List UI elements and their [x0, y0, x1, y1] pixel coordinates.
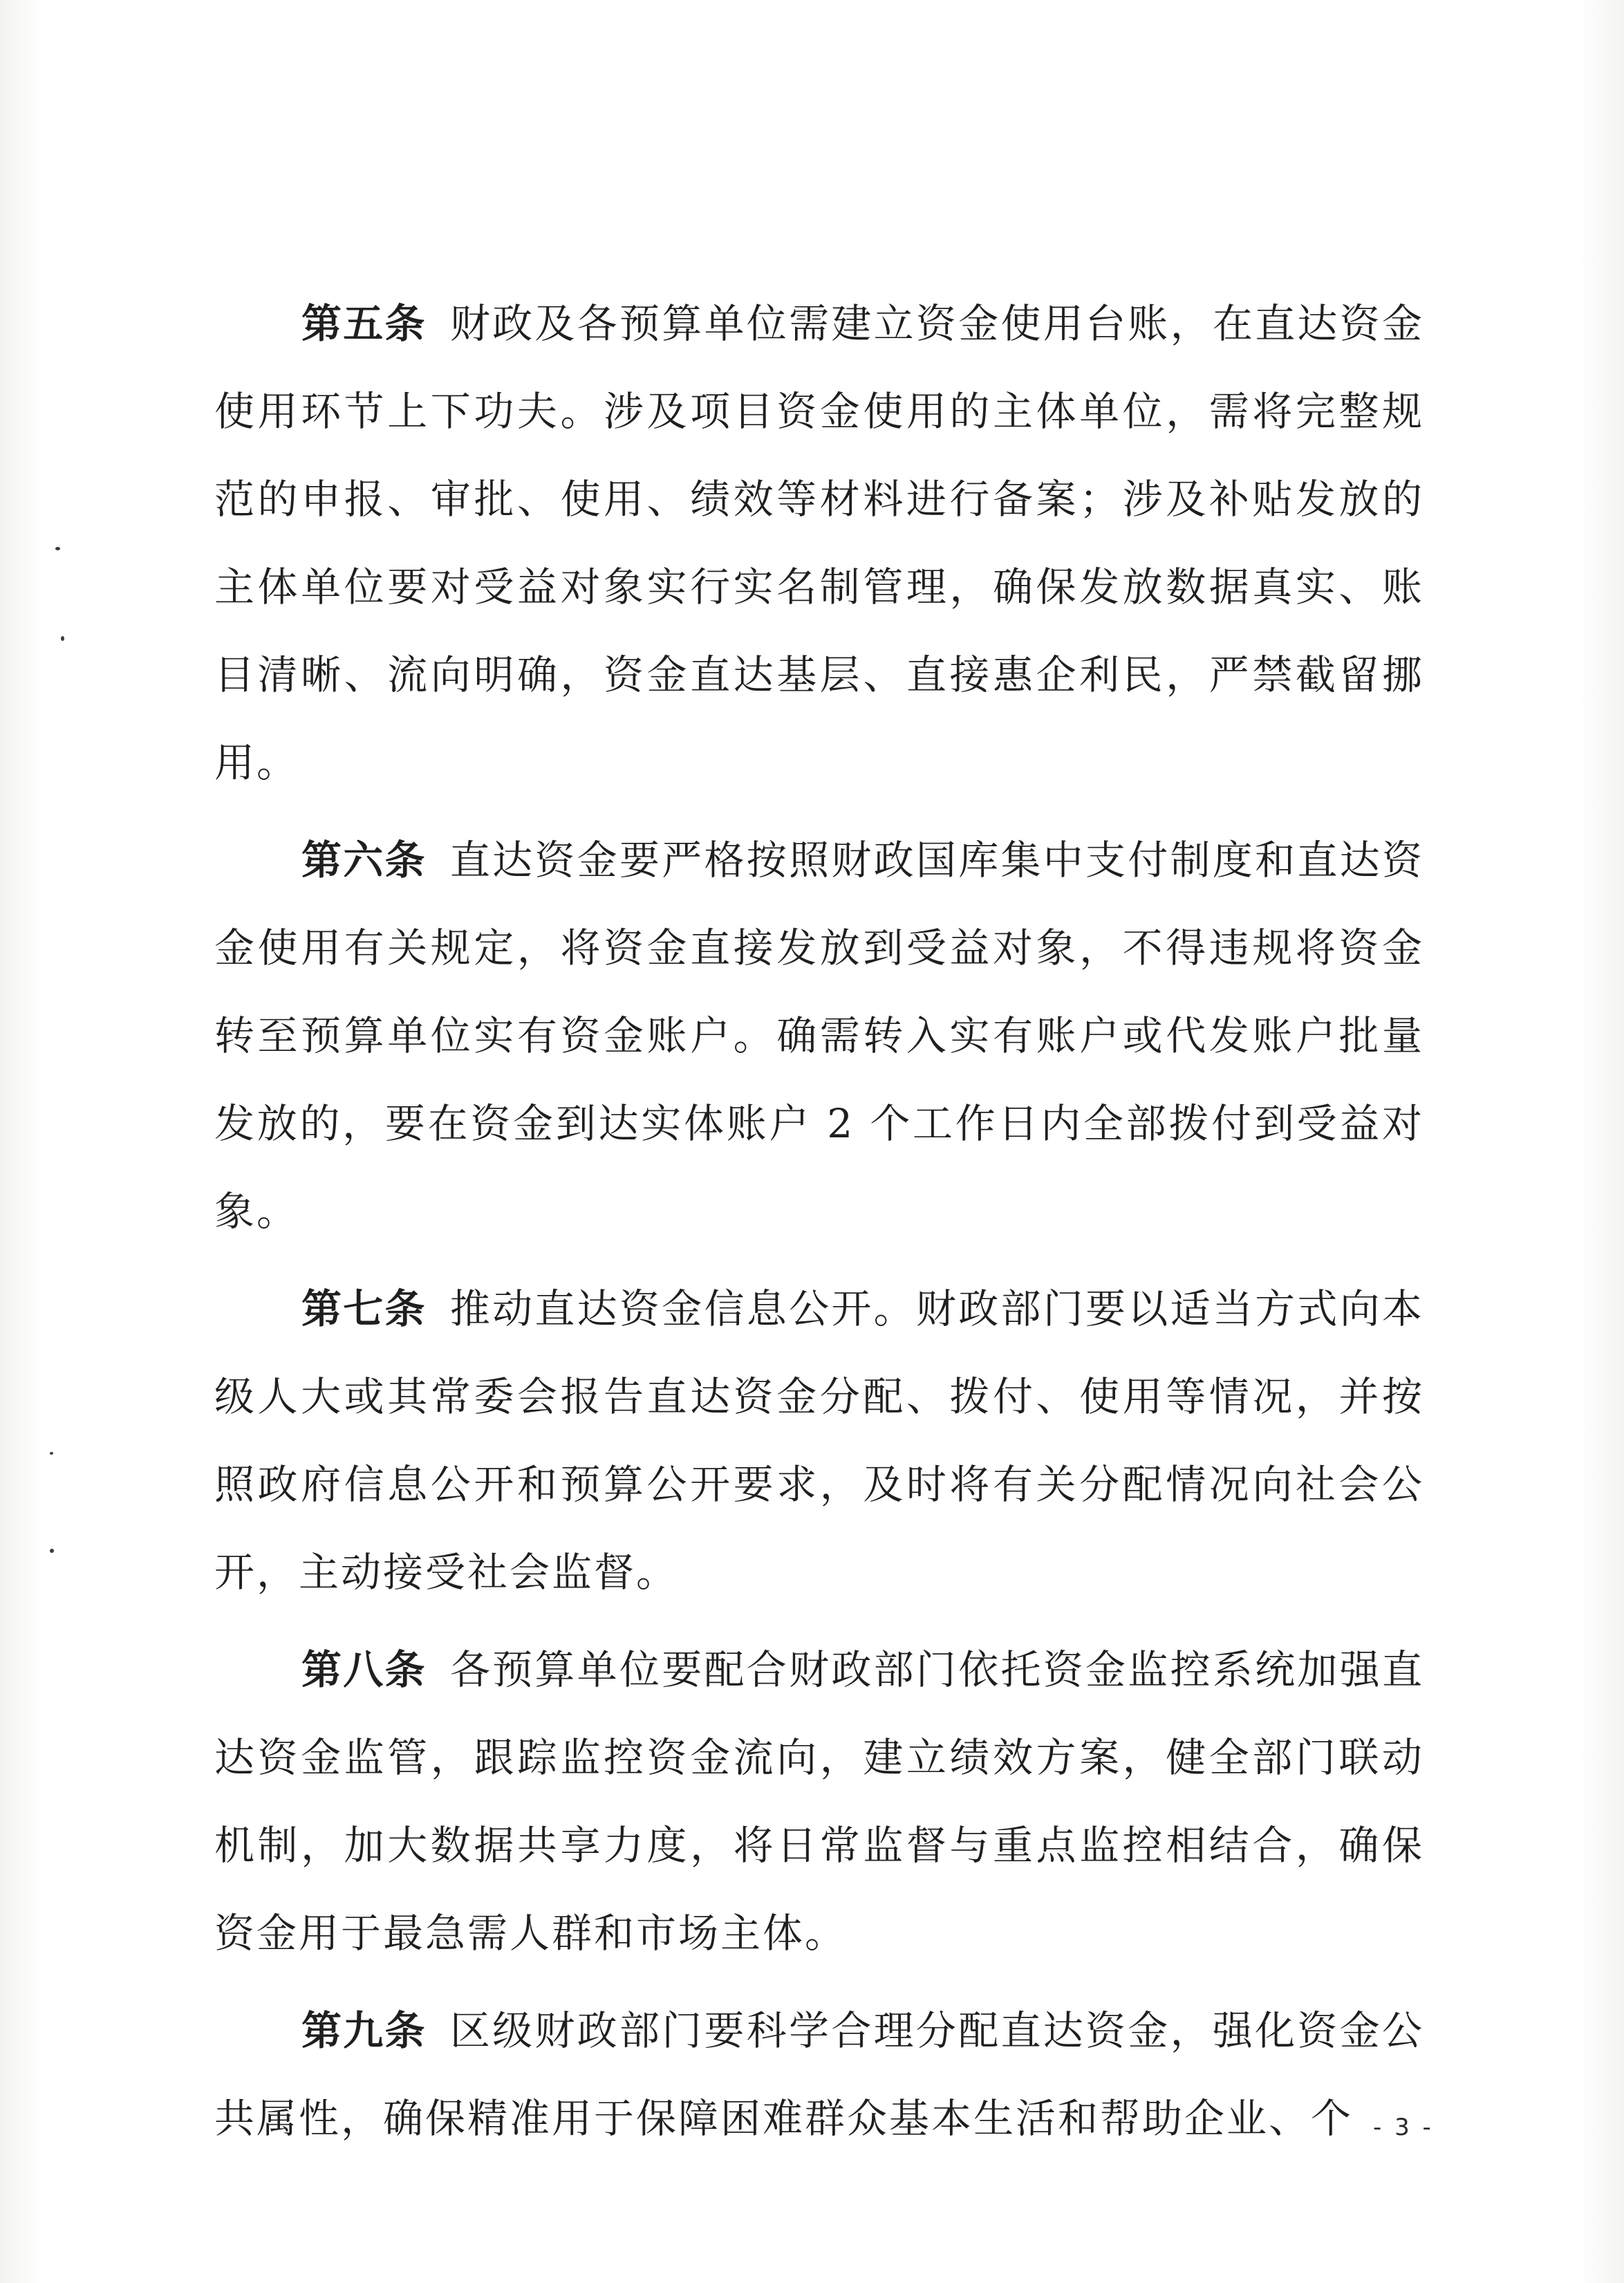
- article-text: 财政及各预算单位需建立资金使用台账，在直达资金使用环节上下功夫。涉及项目资金使用的主体单位，需将完整规范的申报、审批、使用、绩效等材料进行备案；涉及补贴发放的主体单位要对受益对象实行实名制管理，确保发放数据真实、账目清晰、流向明确，资金直达基层、直接惠企利民，严禁截留挪用。: [214, 300, 1424, 786]
- article-label: 第五条: [301, 300, 427, 347]
- article-5: [214, 280, 1424, 807]
- article-text: 区级财政部门要科学合理分配直达资金，强化资金公共属性，确保精准用于保障困难群众基本生活和帮助企业、个: [214, 2007, 1424, 2142]
- scan-speck: [50, 1549, 54, 1553]
- article-6: [214, 817, 1424, 1256]
- scan-speck: [50, 1452, 53, 1455]
- article-7: [214, 1265, 1424, 1616]
- article-label: 第八条: [301, 1646, 427, 1693]
- article-label: 第九条: [301, 2007, 427, 2054]
- document-body: [214, 280, 1424, 2172]
- article-text: 直达资金要严格按照财政国库集中支付制度和直达资金使用有关规定，将资金直接发放到受益对象，不得违规将资金转至预算单位实有资金账户。确需转入实有账户或代发账户批量发放的，要在资金到达实体账户 2 个工作日内全部拨付到受益对象。: [214, 837, 1424, 1235]
- article-label: 第七条: [301, 1285, 427, 1332]
- article-8: [214, 1626, 1424, 1977]
- article-label: 第六条: [301, 837, 427, 884]
- article-text: 推动直达资金信息公开。财政部门要以适当方式向本级人大或其常委会报告直达资金分配、拨付、使用等情况，并按照政府信息公开和预算公开要求，及时将有关分配情况向社会公开，主动接受社会监督。: [214, 1285, 1424, 1596]
- article-text: 各预算单位要配合财政部门依托资金监控系统加强直达资金监管，跟踪监控资金流向，建立绩效方案，健全部门联动机制，加大数据共享力度，将日常监督与重点监控相结合，确保资金用于最急需人群和市场主体。: [214, 1646, 1424, 1957]
- scan-speck: [61, 636, 64, 641]
- page-number: - 3 -: [1373, 2114, 1434, 2141]
- article-9: [214, 1987, 1424, 2163]
- scan-speck: [55, 547, 60, 550]
